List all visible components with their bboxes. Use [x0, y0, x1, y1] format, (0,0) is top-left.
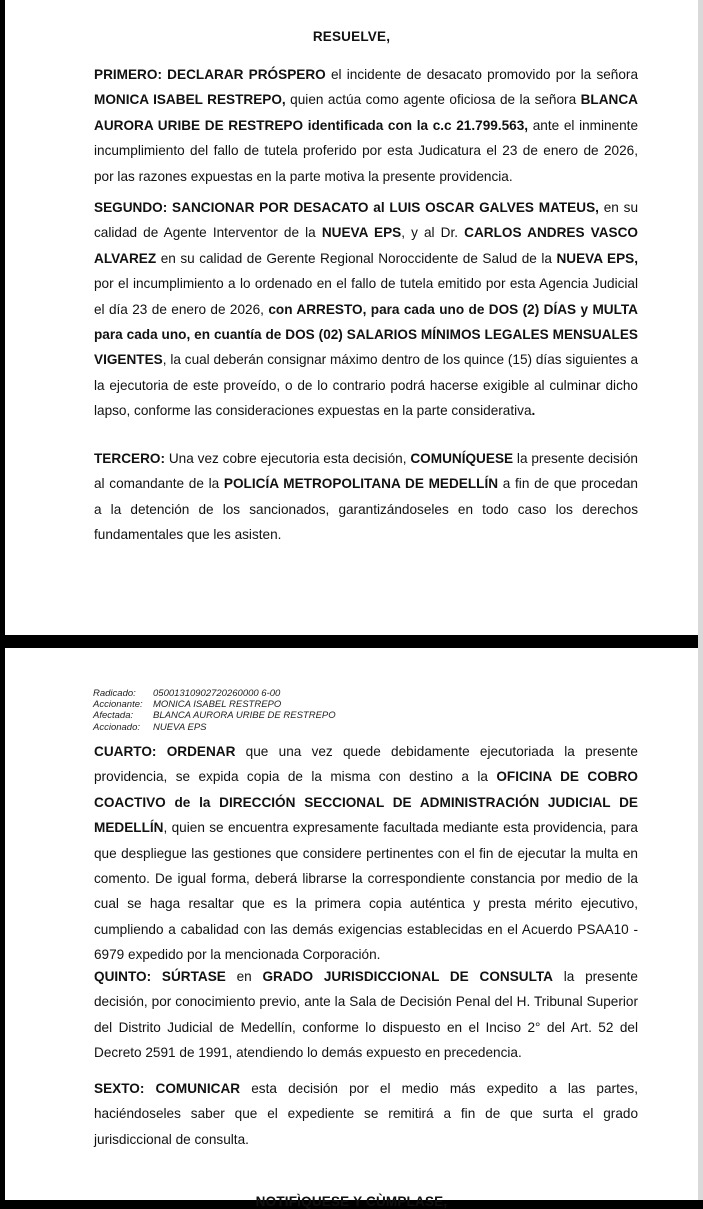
bold-run: CUARTO: ORDENAR — [94, 744, 236, 759]
paragraph-quinto — [94, 964, 638, 1066]
meta-value: NUEVA EPS — [153, 721, 207, 733]
paragraph-sexto — [94, 1076, 638, 1152]
paragraph-cuarto — [94, 739, 638, 968]
viewer-edge — [698, 0, 703, 1200]
bold-run: POLICÍA METROPOLITANA DE MEDELLÍN — [223, 476, 499, 492]
meta-row-accionante — [93, 699, 336, 710]
bold-run: NUEVA EPS, — [556, 250, 638, 266]
text-run: la presente decisión, por conocimiento previo, ante la Sala de Decisión Penal del H. Tribunal Superior del Distrito Judicial de Medellín, conforme lo dispuesto en el Inciso 2° del Art. 52 del Decreto 2591 de 1991, atendiendo lo demás expuesto en precedencia. — [94, 969, 638, 1061]
case-metadata-block — [93, 688, 336, 733]
meta-row-radicado — [93, 688, 336, 699]
text-run: en — [225, 969, 263, 984]
paragraph-primero — [94, 62, 638, 189]
bold-run: MONICA ISABEL RESTREPO, — [94, 92, 286, 108]
text-run: , quien se encuentra expresamente facultada mediante esta providencia, para que despliegue las gestiones que considere pertinentes con el fin de ejecutar la multa en comento. De igual forma, deberá librarse la correspondiente constancia por medio de la cual se haga resaltar que es la primera copia auténtica y presta mérito ejecutivo, cumpliendo a cabalidad con las demás exigencias establecidas en el Acuerdo PSAA10 - 6979 expedido por la mencionada Corporación. — [94, 820, 638, 963]
meta-value: BLANCA AURORA URIBE DE RESTREPO — [153, 710, 336, 722]
bold-run: SEGUNDO: SANCIONAR POR DESACATO al LUIS OSCAR GALVES MATEUS, — [94, 200, 599, 215]
document-page-1 — [5, 0, 698, 635]
document-page-2 — [5, 648, 698, 1209]
text-run: a fin de que procedan a la detención de los sancionados, garantizándoseles en todo caso los derechos fundamentales que les asisten. — [94, 476, 638, 543]
text-run: la presente decisión al comandante de la — [94, 451, 638, 492]
meta-value: 05001310902720260000 6-00 — [153, 688, 281, 699]
text-run: esta decisión por el medio más expedito a las partes, haciéndoseles saber que el expediente se remitirá a fin de que surta el grado jurisdiccional de consulta. — [94, 1081, 638, 1147]
text-run: , la cual deberán consignar máximo dentro de los quince (15) días siguientes a la ejecutoria de este proveído, o de lo contrario podrá hacerse exigible al culminar dicho lapso, conforme las consideraciones expuestas en la parte considerativa — [94, 352, 638, 419]
bold-run: TERCERO: — [94, 451, 165, 466]
text-run: , y al Dr. — [401, 225, 465, 241]
text-run: en su calidad de Agente Interventor de la — [94, 200, 639, 241]
meta-row-afectada — [93, 710, 336, 721]
meta-value: MONICA ISABEL RESTREPO — [153, 699, 282, 711]
meta-row-accionado — [93, 722, 336, 733]
resolution-heading: RESUELVE, — [312, 29, 391, 44]
bold-run: OFICINA DE COBRO COACTIVO de la DIRECCIÓN SECCIONAL DE ADMINISTRACIÓN JUDICIAL DE MEDELLÍN — [94, 769, 639, 836]
paragraph-tercero — [94, 446, 638, 548]
bold-run: NUEVA EPS — [321, 225, 402, 241]
text-run: en su calidad de Gerente Regional Noroccidente de Salud de la — [156, 250, 557, 266]
text-run: Una vez cobre ejecutoria esta decisión, — [165, 451, 411, 466]
bold-run: BLANCA AURORA URIBE DE RESTREPO identificada con la c.c 21.799.563, — [94, 92, 638, 133]
bold-run: COMUNÍQUESE — [410, 451, 514, 466]
bold-run: . — [531, 403, 536, 419]
bold-run: GRADO JURISDICCIONAL DE CONSULTA — [262, 969, 553, 984]
meta-key: Accionado: — [93, 721, 141, 733]
closing-heading: NOTIFÌQUESE Y CÙMPLASE, — [255, 1194, 448, 1209]
text-run: quien actúa como agente oficiosa de la señora — [285, 92, 581, 108]
text-run: que una vez quede debidamente ejecutoriada la presente providencia, se expida copia de la misma con destino a la — [94, 744, 638, 785]
text-run: por el incumplimiento a lo ordenado en el fallo de tutela emitido por esta Agencia Judicial el día 23 de enero de 2026, — [94, 276, 638, 317]
bold-run: SEXTO: COMUNICAR — [94, 1081, 241, 1096]
text-run: el incidente de desacato promovido por la señora — [325, 67, 639, 82]
bold-run: QUINTO: SÚRTASE — [94, 969, 226, 984]
bold-run: PRIMERO: DECLARAR PRÓSPERO — [94, 67, 326, 82]
paragraph-segundo — [94, 195, 638, 424]
bold-run: con ARRESTO, para cada uno de DOS (2) DÍAS y MULTA para cada uno, en cuantía de DOS (02) SALARIOS MÍNIMOS LEGALES MENSUALES VIGENTES — [94, 301, 638, 368]
meta-key: Accionante: — [93, 699, 143, 711]
meta-key: Radicado: — [93, 688, 136, 699]
bold-run: CARLOS ANDRES VASCO ALVAREZ — [94, 225, 638, 266]
text-run: ante el inminente incumplimiento del fallo de tutela proferido por esta Judicatura el 23 de enero de 2026, por las razones expuestas en la parte motiva la presente providencia. — [94, 117, 639, 184]
meta-key: Afectada: — [93, 710, 134, 722]
